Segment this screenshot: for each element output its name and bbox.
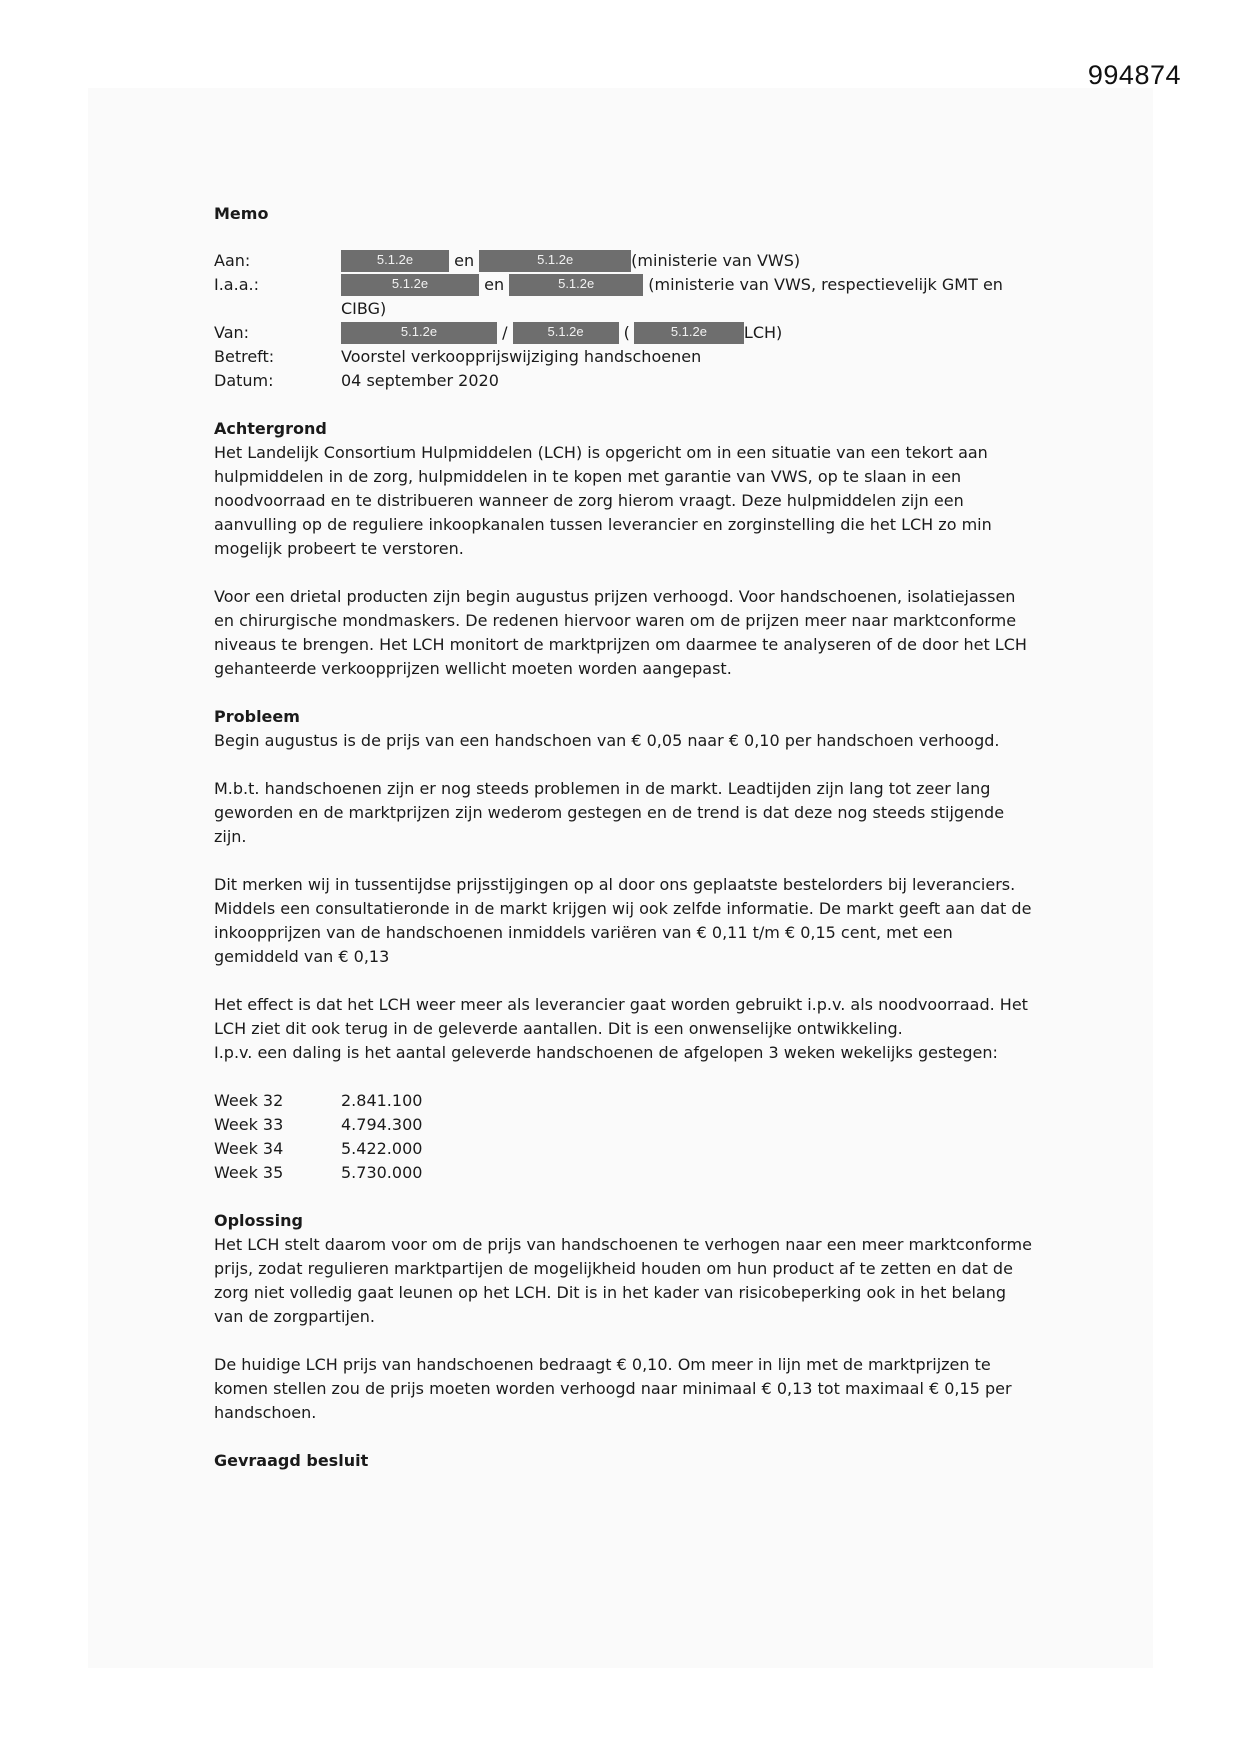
redaction-box: 5.1.2e — [341, 274, 479, 296]
header-row-iaa — [214, 273, 1034, 297]
section-achtergrond — [214, 417, 1034, 681]
betreft-value: Voorstel verkoopprijswijziging handschoenen — [341, 347, 702, 366]
oplossing-paragraph-2: De huidige LCH prijs van handschoenen bedraagt € 0,10. Om meer in lijn met de marktprijzen te komen stellen zou de prijs moeten worden verhoogd naar minimaal € 0,13 tot maximaal € 0,15 per handschoen. — [214, 1355, 1012, 1422]
header-row-iaa-cont — [214, 297, 1034, 321]
van-label: Van: — [214, 323, 250, 342]
heading-achtergrond: Achtergrond — [214, 419, 327, 438]
heading-probleem: Probleem — [214, 707, 300, 726]
header-row-aan — [214, 249, 1034, 273]
section-probleem — [214, 705, 1034, 1185]
van-slash: / — [502, 323, 508, 342]
week-value: 5.422.000 — [341, 1139, 423, 1158]
weekly-deliveries-table — [214, 1089, 422, 1185]
section-oplossing — [214, 1209, 1034, 1425]
document-number: 994874 — [1087, 60, 1181, 90]
redaction-box: 5.1.2e — [341, 322, 497, 344]
heading-gevraagd-besluit: Gevraagd besluit — [214, 1451, 369, 1470]
achtergrond-paragraph-1: Het Landelijk Consortium Hulpmiddelen (LCH) is opgericht om in een situatie van een tekort aan hulpmiddelen in de zorg, hulpmiddelen in te kopen met garantie van VWS, op te slaan in een noodvoorraad en te distribueren wanneer de zorg hierom vraagt. Deze hulpmiddelen zijn een aanvulling op de reguliere inkoopkanalen tussen leverancier en zorginstelling die het LCH zo min mogelijk probeert te verstoren. — [214, 443, 992, 558]
week-label: Week 32 — [214, 1091, 284, 1110]
van-value — [341, 321, 782, 345]
table-row — [214, 1089, 422, 1113]
header-row-betreft — [214, 345, 1034, 369]
probleem-p4-line1: Het effect is dat het LCH weer meer als leverancier gaat worden gebruikt i.p.v. als noodvoorraad. Het LCH ziet dit ook terug in de geleverde aantallen. Dit is een onwenselijke ontwikkeling. — [214, 995, 1028, 1038]
week-value: 5.730.000 — [341, 1163, 423, 1182]
van-paren: ( — [623, 323, 630, 342]
aan-suffix: (ministerie van VWS) — [631, 251, 801, 270]
table-row — [214, 1161, 422, 1185]
datum-label: Datum: — [214, 371, 274, 390]
memo-title: Memo — [214, 204, 269, 223]
memo-body — [214, 202, 1034, 1473]
table-row — [214, 1113, 422, 1137]
header-row-van — [214, 321, 1034, 345]
probleem-paragraph-1: Begin augustus is de prijs van een handschoen van € 0,05 naar € 0,10 per handschoen verhoogd. — [214, 731, 1000, 750]
iaa-value — [341, 273, 1003, 297]
iaa-en: en — [484, 275, 505, 294]
iaa-suffix-line2: CIBG) — [341, 299, 387, 318]
redaction-box: 5.1.2e — [634, 322, 744, 344]
probleem-paragraph-3: Dit merken wij in tussentijdse prijsstijgingen op al door ons geplaatste bestelorders bij leveranciers. Middels een consultatieronde in de markt krijgen wij ook zelfde informatie. De markt geeft aan dat de inkoopprijzen van de handschoenen inmiddels variëren van € 0,11 t/m € 0,15 cent, met een gemiddeld van € 0,13 — [214, 875, 1032, 966]
redaction-box: 5.1.2e — [341, 250, 449, 272]
aan-label: Aan: — [214, 251, 251, 270]
achtergrond-paragraph-2: Voor een drietal producten zijn begin augustus prijzen verhoogd. Voor handschoenen, isolatiejassen en chirurgische mondmaskers. De redenen hiervoor waren om de prijzen meer naar marktconforme niveaus te brengen. Het LCH monitort de marktprijzen om daarmee te analyseren of de door het LCH gehanteerde verkoopprijzen wellicht moeten worden aangepast. — [214, 587, 1027, 678]
section-gevraagd-besluit — [214, 1449, 1034, 1473]
redaction-box: 5.1.2e — [479, 250, 631, 272]
week-label: Week 33 — [214, 1115, 284, 1134]
week-value: 4.794.300 — [341, 1115, 423, 1134]
week-value: 2.841.100 — [341, 1091, 423, 1110]
probleem-paragraph-2: M.b.t. handschoenen zijn er nog steeds problemen in de markt. Leadtijden zijn lang tot zeer lang geworden en de marktprijzen zijn wederom gestegen en de trend is dat deze nog steeds stijgende zijn. — [214, 779, 1005, 846]
aan-en: en — [454, 251, 475, 270]
redaction-box: 5.1.2e — [509, 274, 643, 296]
memo-header — [214, 249, 1034, 393]
redaction-box: 5.1.2e — [513, 322, 619, 344]
probleem-paragraph-4 — [214, 993, 1034, 1065]
betreft-label: Betreft: — [214, 347, 275, 366]
oplossing-paragraph-1: Het LCH stelt daarom voor om de prijs van handschoenen te verhogen naar een meer marktconforme prijs, zodat regulieren marktpartijen de mogelijkheid houden om hun product af te zetten en dat de zorg niet volledig gaat leunen op het LCH. Dit is in het kader van risicobeperking ook in het belang van de zorgpartijen. — [214, 1235, 1032, 1326]
iaa-label: I.a.a.: — [214, 275, 259, 294]
probleem-p4-line2: I.p.v. een daling is het aantal geleverde handschoenen de afgelopen 3 weken wekelijks gestegen: — [214, 1043, 998, 1062]
header-row-datum — [214, 369, 1034, 393]
week-label: Week 35 — [214, 1163, 284, 1182]
van-suffix: LCH) — [743, 323, 783, 342]
week-label: Week 34 — [214, 1139, 284, 1158]
table-row — [214, 1137, 422, 1161]
aan-value — [341, 249, 800, 273]
iaa-suffix: (ministerie van VWS, respectievelijk GMT en — [648, 275, 1003, 294]
heading-oplossing: Oplossing — [214, 1211, 303, 1230]
datum-value: 04 september 2020 — [341, 371, 499, 390]
